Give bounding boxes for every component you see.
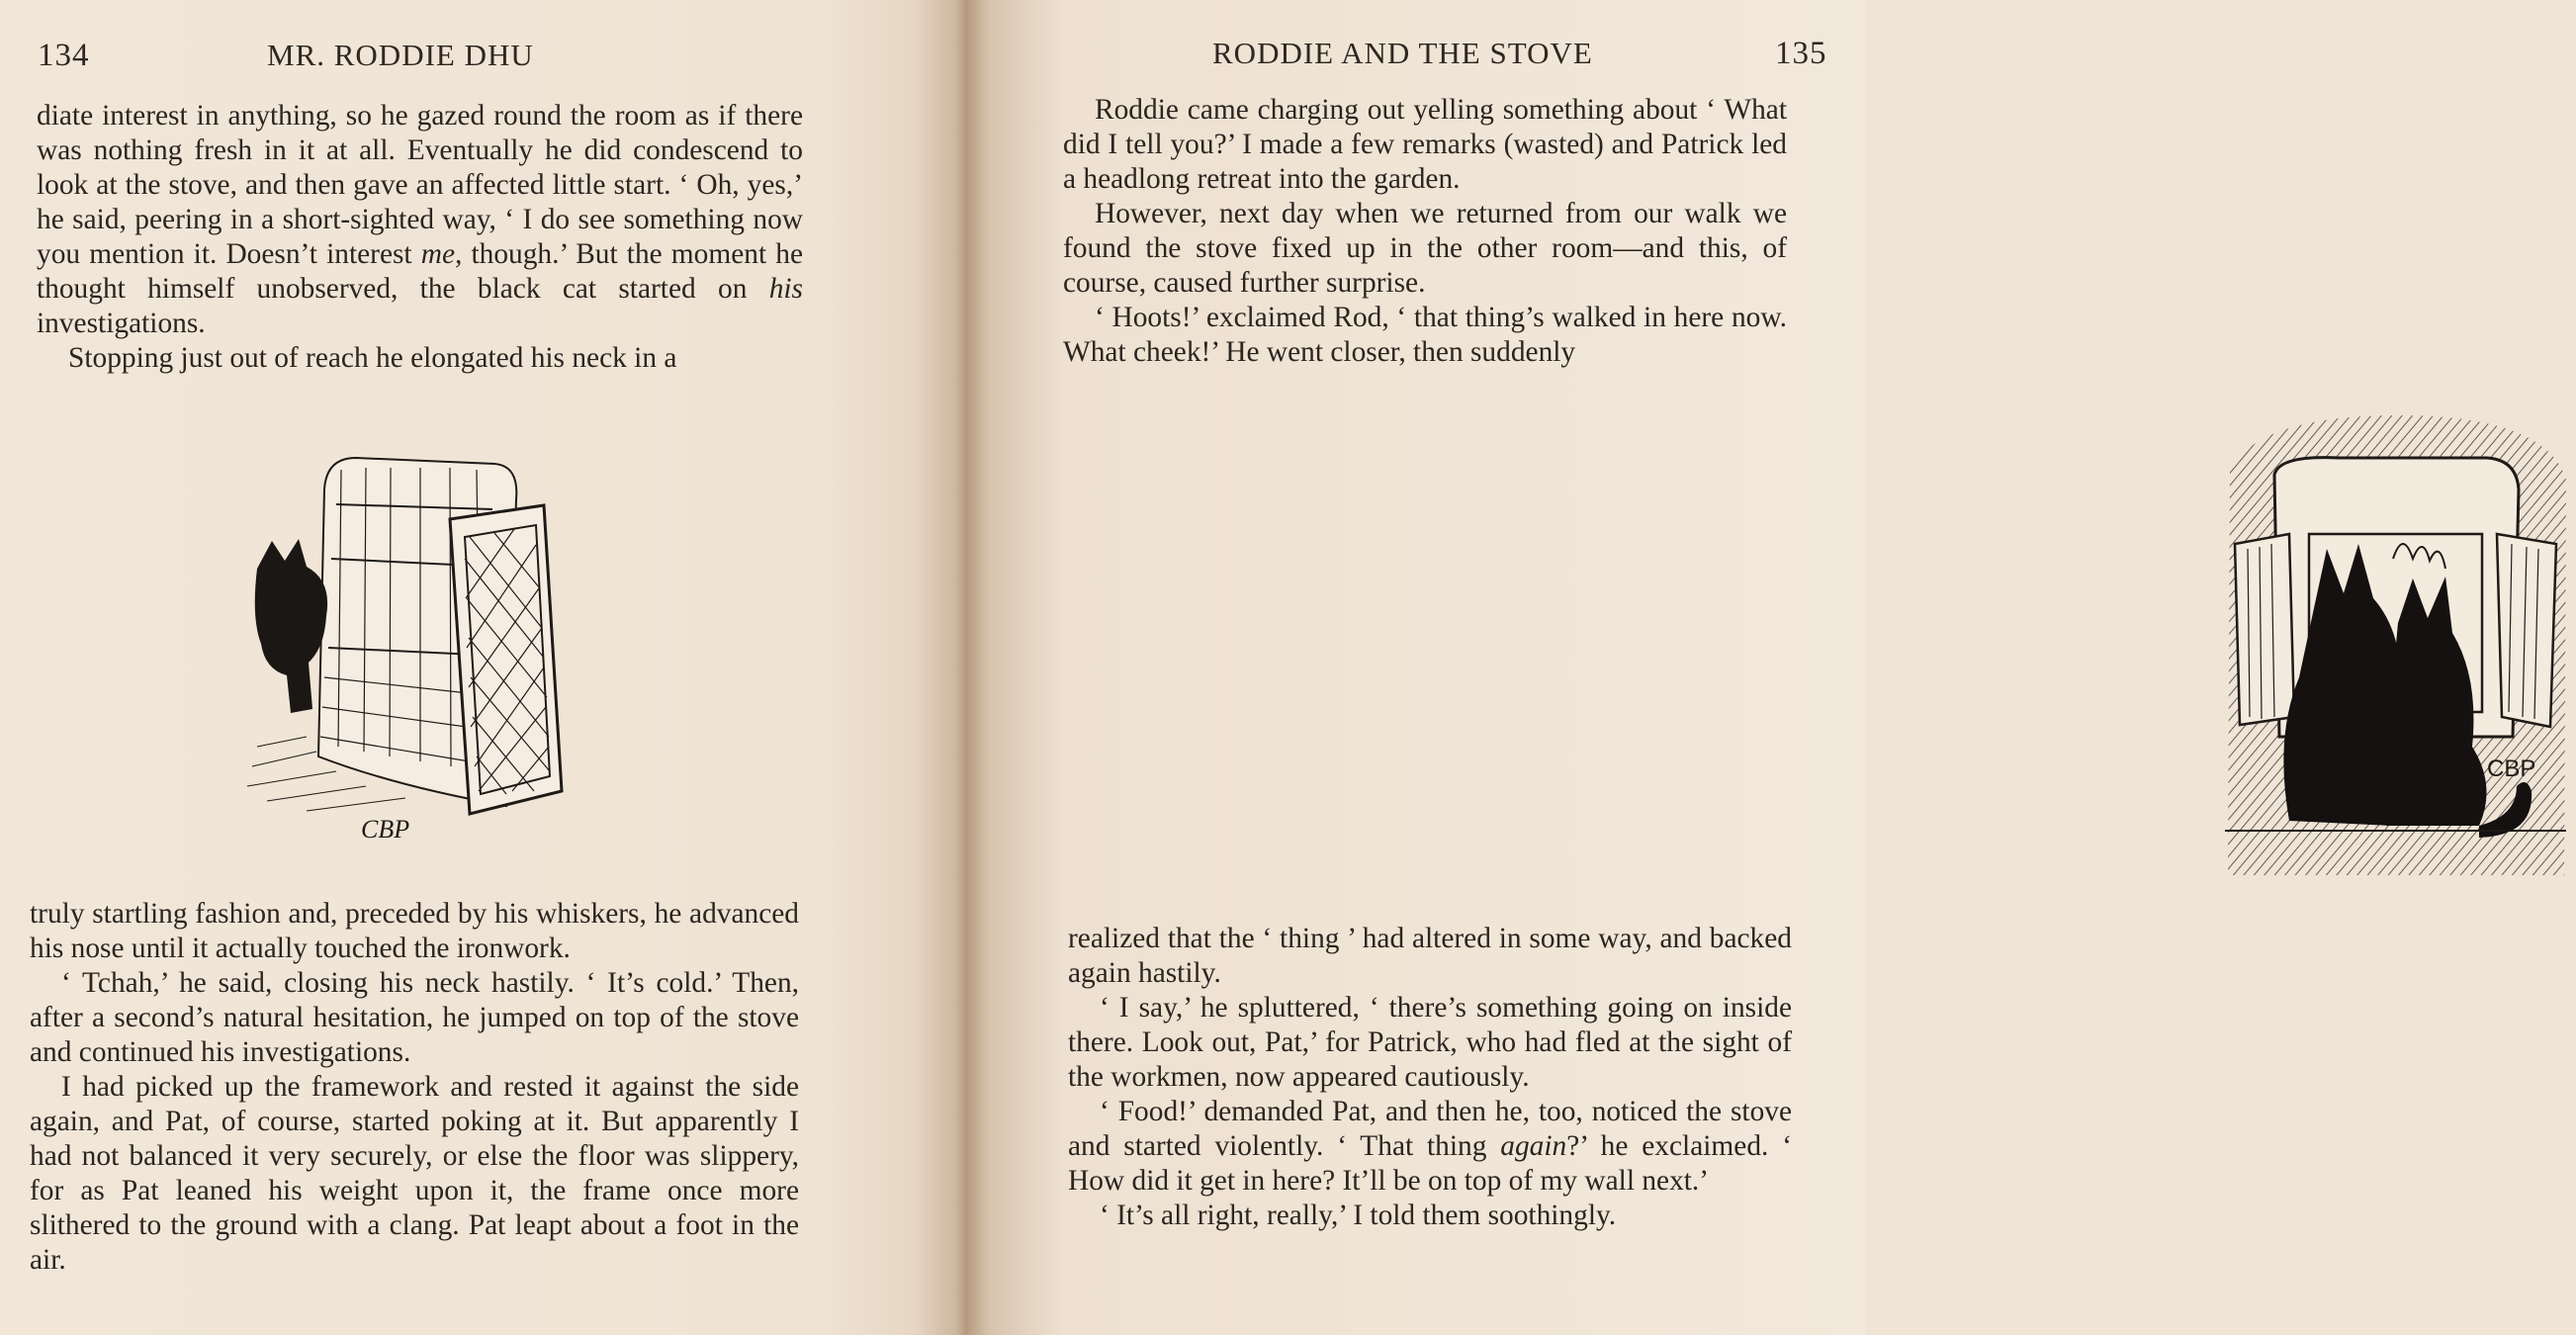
right-top-text: [1063, 93, 1787, 370]
stove-drawing: [247, 450, 588, 846]
running-head: MR. RODDIE DHU: [267, 38, 534, 72]
paragraph: ‘ I say,’ he spluttered, ‘ there’s something going on inside there. Look out, Pat,’ for Patrick, who had fled at the sight of the workmen, now appeared cautiously.: [1068, 992, 1792, 1093]
running-head: RODDIE AND THE STOVE: [1212, 36, 1593, 70]
paragraph: Stopping just out of reach he elongated his neck in a: [68, 342, 677, 374]
paragraph: However, next day when we returned from our walk we found the stove fixed up in the other room—and this, of course, caused further surprise.: [1063, 198, 1787, 299]
dogs-drawing: [2220, 410, 2576, 880]
left-top-text: [37, 99, 803, 376]
illustrator-signature: CBP: [2487, 756, 2536, 782]
paragraph: I had picked up the framework and rested it against the side again, and Pat, of course, started poking at it. But apparently I had not balanced it very securely, or else the floor was slippery, for as Pat leaned his weight upon it, the frame once more slithered to the ground with a clang. Pat leapt about a foot in the air.: [30, 1071, 799, 1276]
illustration-cat-and-stove: [247, 450, 588, 846]
left-bottom-text: [30, 897, 799, 1278]
page-number: 134: [38, 38, 90, 73]
page-number: 135: [1775, 36, 1827, 71]
right-bottom-text: [1068, 922, 1792, 1233]
emphasis: his: [768, 273, 803, 305]
left-page: [0, 0, 930, 1335]
illustration-two-dogs-at-stove: [2220, 410, 2576, 880]
emphasis: again: [1500, 1130, 1567, 1162]
paragraph: ‘ Hoots!’ exclaimed Rod, ‘ that thing’s walked in here now. What cheek!’ He went closer, then suddenly: [1063, 302, 1787, 368]
paragraph: ‘ It’s all right, really,’ I told them soothingly.: [1100, 1200, 1617, 1231]
paragraph: truly startling fashion and, preceded by his whiskers, he advanced his nose until it actually touched the ironwork.: [30, 898, 799, 964]
emphasis: me,: [420, 238, 463, 270]
paragraph: realized that the ‘ thing ’ had altered in some way, and backed again hastily.: [1068, 923, 1792, 989]
paragraph: Roddie came charging out yelling something about ‘ What did I tell you?’ I made a few remarks (wasted) and Patrick led a headlong retreat into the garden.: [1063, 94, 1787, 195]
right-page: [949, 0, 2536, 1335]
paragraph: ‘ Tchah,’ he said, closing his neck hastily. ‘ It’s cold.’ Then, after a second’s natural hesitation, he jumped on top of the stove and continued his investigations.: [30, 967, 799, 1068]
paragraph: ‘ Food!’ demanded Pat, and then he, too, noticed the stove and started violently. ‘ That thing again?’ he exclaimed. ‘ How did it get in here? It’ll be on top of my wall next.’: [1068, 1096, 1792, 1197]
paragraph: diate interest in anything, so he gazed round the room as if there was nothing fresh in it at all. Eventually he did condescend to look at the stove, and then gave an affected little start. ‘ Oh, yes,’ he said, peering in a short-sighted way, ‘ I do see something now you mention it. Doesn’t interest me, though.’ But the moment he thought himself unobserved, the black cat started on his investigations.: [37, 100, 803, 339]
illustrator-signature: CBP: [361, 815, 410, 844]
